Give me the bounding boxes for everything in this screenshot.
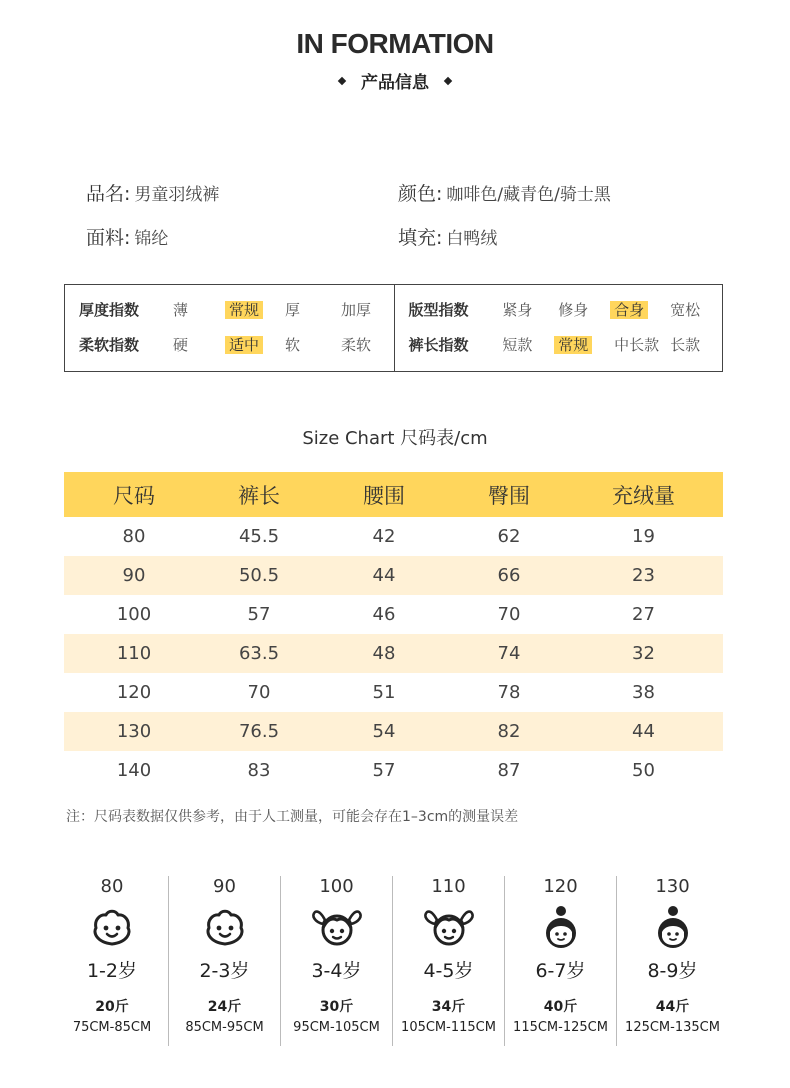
- table-row: [64, 712, 723, 751]
- table-row: [64, 595, 723, 634]
- attribute-option: [498, 334, 554, 355]
- attribute-option-selected: [225, 299, 281, 320]
- attribute-option-text: 短款: [502, 336, 533, 354]
- table-cell: 66: [454, 556, 564, 595]
- product-name-label: 品名:: [86, 182, 131, 205]
- pigtails-girl-icon: [281, 902, 392, 954]
- size-table-body: [64, 517, 723, 790]
- info-row: [86, 170, 726, 214]
- product-color-label: 颜色:: [398, 182, 443, 205]
- attribute-label: 柔软指数: [79, 336, 140, 354]
- page-title: IN FORMATION: [296, 28, 494, 59]
- product-fill: [398, 223, 710, 250]
- table-row: [64, 634, 723, 673]
- attribute-option-text: 柔软: [341, 336, 372, 354]
- attribute-row: [409, 299, 723, 334]
- table-cell: 120: [116, 682, 152, 703]
- table-cell: 63.5: [204, 634, 314, 673]
- table-cell: 57: [247, 604, 271, 625]
- product-name: [86, 179, 398, 206]
- age-range: 1-2岁: [86, 960, 138, 982]
- column-header: 裤长: [204, 472, 314, 517]
- table-row: [64, 751, 723, 790]
- table-cell: 51: [372, 682, 396, 703]
- bun-kid-icon: [617, 902, 728, 954]
- attribute-option: [281, 299, 337, 320]
- age-weight: 20斤: [95, 999, 129, 1015]
- attribute-option: [666, 334, 722, 355]
- age-range: 8-9岁: [647, 960, 698, 982]
- table-cell: 90: [64, 556, 204, 595]
- size-table: [64, 472, 723, 790]
- age-range: 2-3岁: [199, 960, 250, 982]
- age-column: [168, 876, 280, 1046]
- attribute-group-right: [394, 285, 723, 371]
- table-cell: 87: [497, 760, 521, 781]
- product-fill-label: 填充:: [398, 226, 443, 249]
- age-size-label: 80: [100, 876, 124, 897]
- table-cell: 50: [632, 760, 655, 781]
- age-range: 4-5岁: [423, 960, 474, 982]
- attribute-option: [281, 334, 337, 355]
- product-color-value: 咖啡色/藏青色/骑士黑: [446, 184, 611, 205]
- age-height: 95CM-105CM: [293, 1020, 380, 1035]
- attribute-option: [498, 299, 554, 320]
- attribute-option: [169, 334, 225, 355]
- pigtails-girl-icon: [393, 902, 504, 954]
- diamond-icon: [338, 76, 346, 84]
- age-range: 3-4岁: [311, 960, 362, 982]
- age-column: [56, 876, 168, 1046]
- attribute-option-text: 合身: [610, 301, 648, 319]
- attribute-label: 版型指数: [408, 301, 469, 319]
- attribute-option-text: 薄: [173, 301, 189, 319]
- age-height: 105CM-115CM: [401, 1020, 496, 1035]
- table-cell: 46: [372, 604, 396, 625]
- attribute-option-selected: [225, 334, 281, 355]
- attribute-row: [79, 334, 394, 369]
- baby-icon: [169, 902, 280, 954]
- attribute-option-text: 常规: [554, 336, 592, 354]
- age-column: [504, 876, 616, 1046]
- age-height: 125CM-135CM: [625, 1020, 720, 1035]
- product-info: [86, 170, 726, 258]
- age-height: 75CM-85CM: [72, 1020, 152, 1035]
- table-cell: 45.5: [238, 526, 280, 547]
- attribute-option: [554, 299, 610, 320]
- attribute-index-box: [64, 284, 723, 372]
- product-fill-value: 白鸭绒: [446, 228, 498, 249]
- table-cell: 44: [564, 712, 723, 751]
- product-fabric: [86, 223, 398, 250]
- size-chart-title: Size Chart 尺码表/cm: [302, 428, 488, 449]
- attribute-option-text: 适中: [225, 336, 263, 354]
- column-header: 腰围: [314, 472, 454, 517]
- table-row: [64, 673, 723, 712]
- table-cell: 140: [116, 760, 152, 781]
- age-weight: 34斤: [431, 999, 466, 1015]
- size-note: 注：尺码表数据仅供参考，由于人工测量，可能会存在1–3cm的测量误差: [66, 809, 519, 825]
- attribute-option-text: 软: [285, 336, 301, 354]
- attribute-option: [169, 299, 225, 320]
- age-weight: 44斤: [655, 999, 690, 1015]
- table-cell: 70: [497, 604, 521, 625]
- table-cell: 57: [372, 760, 396, 781]
- table-cell: 42: [372, 526, 396, 547]
- attribute-row: [79, 299, 394, 334]
- table-cell: 48: [314, 634, 454, 673]
- column-header: 充绒量: [564, 472, 723, 517]
- age-range: 6-7岁: [535, 960, 586, 982]
- attribute-option-text: 中长款: [614, 336, 660, 354]
- table-cell: 83: [247, 760, 271, 781]
- table-row: [64, 517, 723, 556]
- column-header: 臀围: [454, 472, 564, 517]
- table-cell: 70: [247, 682, 271, 703]
- table-cell: 54: [314, 712, 454, 751]
- table-cell: 32: [564, 634, 723, 673]
- age-height: 85CM-95CM: [185, 1020, 264, 1035]
- subtitle-row: [0, 68, 790, 93]
- table-cell: 62: [497, 526, 521, 547]
- attribute-option-text: 硬: [173, 336, 189, 354]
- info-row: [86, 214, 726, 258]
- page-header: [0, 28, 790, 93]
- table-cell: 80: [122, 526, 146, 547]
- attribute-option-text: 长款: [670, 336, 701, 354]
- page-subtitle: 产品信息: [361, 73, 429, 93]
- table-cell: 74: [454, 634, 564, 673]
- age-column: [280, 876, 392, 1046]
- table-cell: 82: [454, 712, 564, 751]
- table-cell: 110: [64, 634, 204, 673]
- table-cell: 76.5: [204, 712, 314, 751]
- attribute-label: 厚度指数: [79, 301, 140, 319]
- attribute-group-left: [65, 285, 394, 371]
- age-weight: 40斤: [543, 999, 578, 1015]
- diamond-icon: [444, 76, 452, 84]
- attribute-row: [409, 334, 723, 369]
- age-weight: 24斤: [207, 999, 242, 1015]
- product-fabric-value: 锦纶: [134, 228, 169, 249]
- product-name-value: 男童羽绒裤: [134, 184, 220, 205]
- table-cell: 100: [116, 604, 152, 625]
- attribute-option-text: 修身: [558, 301, 589, 319]
- table-cell: 19: [632, 526, 655, 547]
- attribute-option-text: 加厚: [341, 301, 372, 319]
- attribute-option: [337, 299, 393, 320]
- bun-kid-icon: [505, 902, 616, 954]
- age-size-label: 100: [319, 876, 354, 897]
- age-weight: 30斤: [319, 999, 354, 1015]
- table-cell: 23: [564, 556, 723, 595]
- column-header: 尺码: [64, 472, 204, 517]
- age-size-label: 110: [431, 876, 466, 897]
- age-height: 115CM-125CM: [513, 1020, 608, 1035]
- attribute-option: [337, 334, 393, 355]
- age-size-label: 90: [213, 876, 236, 897]
- attribute-option-text: 宽松: [670, 301, 701, 319]
- table-cell: 38: [632, 682, 655, 703]
- attribute-option-text: 紧身: [502, 301, 533, 319]
- attribute-option-text: 常规: [225, 301, 263, 319]
- table-row: [64, 556, 723, 595]
- product-fabric-label: 面料:: [86, 226, 131, 249]
- age-guide: [56, 876, 728, 1046]
- attribute-option: [610, 334, 666, 355]
- table-cell: 130: [64, 712, 204, 751]
- age-size-label: 130: [655, 876, 690, 897]
- size-table-header: [64, 472, 723, 517]
- baby-icon: [56, 902, 168, 954]
- table-cell: 50.5: [204, 556, 314, 595]
- attribute-option-text: 厚: [285, 301, 301, 319]
- attribute-option: [666, 299, 722, 320]
- product-color: [398, 179, 710, 206]
- table-cell: 78: [497, 682, 521, 703]
- age-column: [616, 876, 728, 1046]
- attribute-option-selected: [610, 299, 666, 320]
- table-cell: 44: [314, 556, 454, 595]
- attribute-option-selected: [554, 334, 610, 355]
- table-cell: 27: [632, 604, 655, 625]
- age-column: [392, 876, 504, 1046]
- attribute-label: 裤长指数: [408, 336, 469, 354]
- age-size-label: 120: [543, 876, 578, 897]
